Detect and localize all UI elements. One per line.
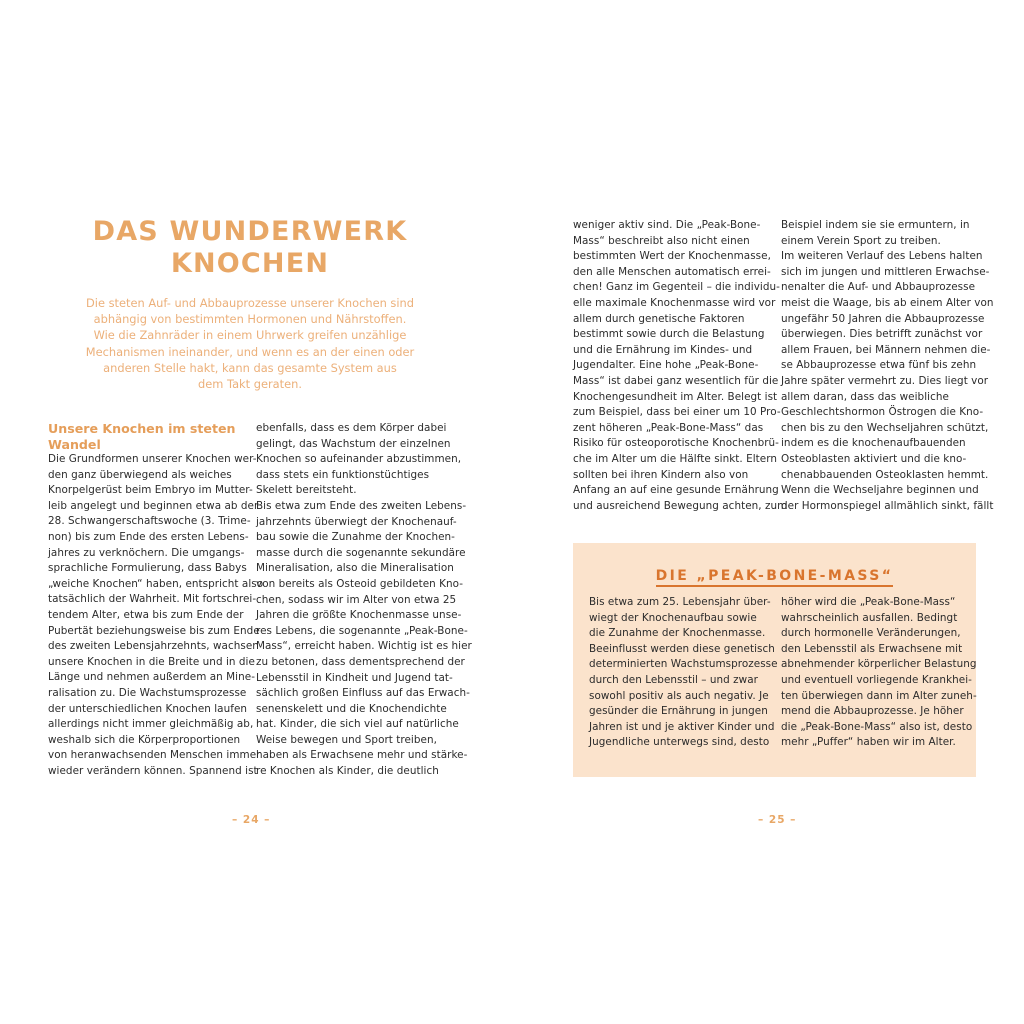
text-line: Knochen so aufeinander abzustimmen, [256,453,462,466]
text-line: chenabbauenden Osteoklasten hemmt. [781,468,989,481]
text-line: chen bis zu den Wechseljahren schützt, [781,421,989,434]
chapter-title-line: DAS WUNDERWERK [92,216,408,247]
text-line: allem durch genetische Faktoren [573,312,745,325]
lead-line: abhängig von bestimmten Hormonen und Nährstoffen. [93,312,407,327]
text-line: von bereits als Osteoid gebildeten Kno- [256,577,464,590]
text-line: von heranwachsenden Menschen immer [48,749,261,762]
text-line: nenalter die Auf- und Abbauprozesse [781,281,976,294]
text-line: se Abbauprozesse etwa fünf bis zehn [781,359,977,372]
lead-line: anderen Stelle hakt, kann das gesamte System aus [103,360,397,375]
right-page-column-1 [573,218,787,514]
text-line: Weise bewegen und Sport treiben, [256,733,437,746]
text-line: abnehmender körperlicher Belastung [781,658,977,671]
text-line: der Hormonspiegel allmählich sinkt, fällt [781,499,994,512]
text-line: non) bis zum Ende des ersten Lebens- [48,530,249,543]
text-line: ten überwiegen dann im Alter zuneh- [781,689,977,702]
text-line: Lebensstil in Kindheit und Jugend tat- [256,671,453,684]
text-line: weshalb sich die Körperproportionen [48,733,241,746]
text-line: überwiegen. Dies betrifft zunächst vor [781,328,983,341]
text-line: Anfang an auf eine gesunde Ernährung [573,484,779,497]
text-line: chen! Ganz im Gegenteil – die individu- [573,281,780,294]
section-heading-line: Unsere Knochen im steten [48,421,236,436]
text-line: Bis etwa zum Ende des zweiten Lebens- [256,499,467,512]
lead-line: Die steten Auf- und Abbauprozesse unserer Knochen sind [86,296,414,310]
text-line: und die Ernährung im Kindes- und [573,343,753,356]
text-line: zum Beispiel, dass bei einer um 10 Pro- [573,406,781,419]
text-line: Im weiteren Verlauf des Lebens halten [781,250,983,263]
text-line: sprachliche Formulierung, dass Babys [48,562,247,575]
text-line: zu betonen, dass dementsprechend der [256,655,465,668]
info-box-column-2 [781,595,977,751]
text-line: haben als Erwachsene mehr und stärke- [256,749,468,762]
text-line: mend die Abbauprozesse. Je höher [781,705,964,718]
text-line: ebenfalls, dass es dem Körper dabei [256,422,447,434]
text-line: durch hormonelle Veränderungen, [781,627,961,640]
text-line: bestimmten Wert der Knochenmasse, [573,250,771,263]
text-line: ungefähr 50 Jahren die Abbauprozesse [781,312,985,325]
lead-line: dem Takt geraten. [198,377,302,392]
section-heading [48,421,248,453]
text-line: der unterschiedlichen Knochen laufen [48,702,248,715]
page-number-left: – 24 – [232,814,271,826]
text-line: sowohl positiv als auch negativ. Je [589,689,769,702]
text-line: Bis etwa zum 25. Lebensjahr über- [589,596,771,608]
text-line: Pubertät beziehungsweise bis zum Ende [48,624,260,637]
text-line: „weiche Knochen“ haben, entspricht also [48,577,264,590]
text-line: Jahre später vermehrt zu. Dies liegt vor [781,374,989,387]
text-line: jahrzehnts überwiegt der Knochenauf- [256,515,457,528]
text-line: allem daran, dass das weibliche [781,390,949,403]
text-line: meist die Waage, bis ab einem Alter von [781,296,994,309]
text-line: Skelett bereitsteht. [256,484,357,497]
text-line: re Knochen als Kinder, die deutlich [256,765,439,778]
text-line: tendem Alter, etwa bis zum Ende der [48,608,244,621]
text-line: bau sowie die Zunahme der Knochen- [256,531,455,544]
text-line: mehr „Puffer“ haben wir im Alter. [781,736,956,749]
info-box-column-1 [589,595,778,751]
text-line: 28. Schwangerschaftswoche (3. Trime- [48,515,251,528]
text-line: zent höheren „Peak-Bone-Mass“ das [573,421,764,434]
text-line: wahrscheinlich ausfallen. Bedingt [781,611,958,624]
text-line: bestimmt sowie durch die Belastung [573,328,765,341]
text-line: Jugendliche unterwegs sind, desto [589,736,770,749]
text-line: res Lebens, die sogenannte „Peak-Bone- [256,624,468,637]
info-box-title [573,565,976,584]
text-line: die Zunahme der Knochenmasse. [589,627,766,640]
text-line: und ausreichend Bewegung achten, zum [573,499,788,512]
text-line: Mass“ beschreibt also nicht einen [573,234,750,247]
text-line: che im Alter um die Hälfte sinkt. Eltern [573,452,778,465]
text-line: einem Verein Sport zu treiben. [781,234,941,247]
text-line: gelingt, das Wachstum der einzelnen [256,437,451,450]
section-heading-line: Wandel [48,436,101,452]
text-line: Beeinflusst werden diese genetisch [589,642,775,655]
text-line: Länge und nehmen außerdem an Mine- [48,671,255,684]
right-page-column-2 [781,218,994,514]
text-line: masse durch die sogenannte sekundäre [256,546,466,559]
lead-line: Mechanismen ineinander, und wenn es an der einen oder [85,344,415,359]
text-line: allerdings nicht immer gleichmäßig ab, [48,718,254,731]
text-line: den ganz überwiegend als weiches [48,468,232,481]
chapter-title-line: KNOCHEN [170,248,330,279]
text-line: unsere Knochen in die Breite und in die [48,655,255,668]
lead-line: Wie die Zahnräder in einem Uhrwerk greifen unzählige [93,328,407,343]
text-line: durch den Lebensstil – und zwar [589,673,758,686]
text-line: den Lebensstil als Erwachsene mit [781,642,963,655]
text-line: sollten bei ihren Kindern also von [573,468,749,481]
text-line: Wenn die Wechseljahre beginnen und [781,484,979,497]
text-line: Knorpelgerüst beim Embryo im Mutter- [48,484,253,497]
text-line: Jugendalter. Eine hohe „Peak-Bone- [573,359,759,372]
text-line: sächlich großen Einfluss auf das Erwach- [256,687,470,700]
text-line: hat. Kinder, die sich viel auf natürliche [256,718,459,731]
text-line: die „Peak-Bone-Mass“ also ist, desto [781,720,973,733]
info-box-title-text: DIE „PEAK-BONE-MASS“ [656,568,894,587]
text-line: determinierten Wachstumsprozesse [589,658,778,671]
text-line: wiegt der Knochenaufbau sowie [589,611,757,624]
text-line: Risiko für osteoporotische Knochenbrü- [573,437,779,450]
chapter-title [90,216,410,280]
text-line: senenskelett und die Knochendichte [256,702,447,715]
text-line: des zweiten Lebensjahrzehnts, wachsen [48,640,259,653]
text-line: Knochengesundheit im Alter. Belegt ist [573,390,778,403]
text-line: höher wird die „Peak-Bone-Mass“ [781,596,956,608]
text-line: chen, sodass wir im Alter von etwa 25 [256,593,457,606]
text-line: Mass“ ist dabei ganz wesentlich für die [573,374,779,387]
text-line: indem es die knochenaufbauenden [781,437,966,450]
text-line: jahres zu verknöchern. Die umgangs- [48,546,245,559]
text-line: Mineralisation, also die Mineralisation [256,562,454,575]
text-line: Osteoblasten aktiviert und die kno- [781,452,967,465]
text-line: Die Grundformen unserer Knochen wer- [48,453,257,465]
text-line: Jahren ist und je aktiver Kinder und [589,720,775,733]
text-line: ralisation zu. Die Wachstumsprozesse [48,686,247,699]
text-line: den alle Menschen automatisch errei- [573,265,771,278]
text-line: elle maximale Knochenmasse wird vor [573,296,776,309]
text-line: tatsächlich der Wahrheit. Mit fortschrei- [48,593,257,606]
page-number-right: – 25 – [758,814,797,826]
text-line: sich im jungen und mittleren Erwachse- [781,265,990,278]
text-line: Mass“, erreicht haben. Wichtig ist es hier [256,640,472,653]
text-line: und eventuell vorliegende Krankhei- [781,673,972,686]
text-line: Jahren die größte Knochenmasse unse- [256,609,462,622]
left-page-column-1 [48,452,263,779]
text-line: wieder verändern können. Spannend ist [48,764,258,777]
text-line: dass stets ein funktionstüchtiges [256,468,430,481]
left-page-column-2 [256,421,472,780]
text-line: leib angelegt und beginnen etwa ab der [48,499,259,512]
text-line: allem Frauen, bei Männern nehmen die- [781,343,991,356]
text-line: Geschlechtshormon Östrogen die Kno- [781,406,984,419]
text-line: weniger aktiv sind. Die „Peak-Bone- [573,219,761,231]
text-line: Beispiel indem sie sie ermuntern, in [781,219,970,231]
text-line: gesünder die Ernährung in jungen [589,705,768,718]
chapter-lead [60,295,440,392]
